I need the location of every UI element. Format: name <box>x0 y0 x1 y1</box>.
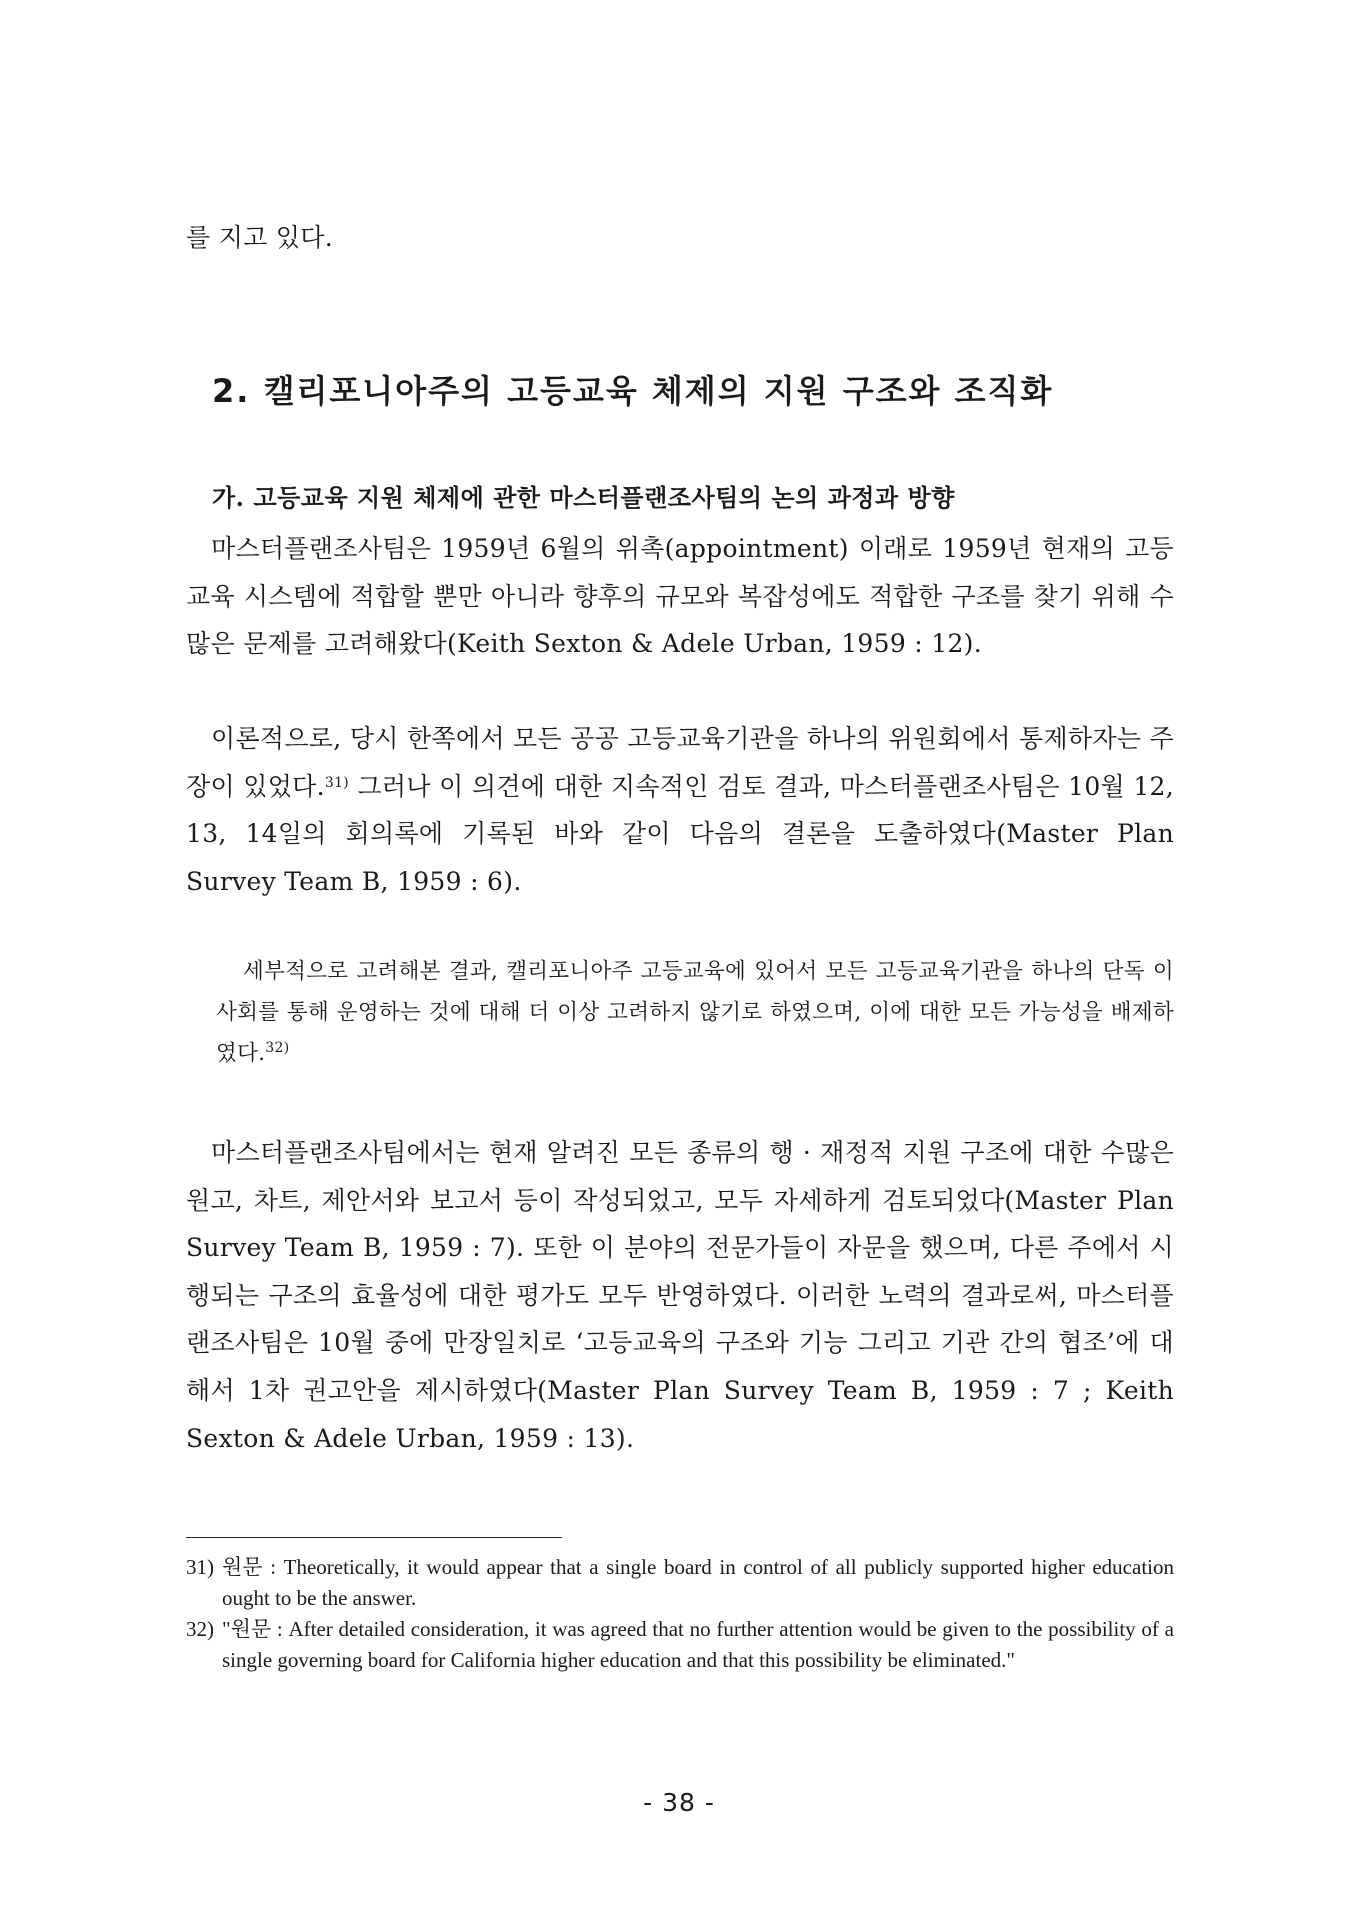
footnote-number: 32) <box>186 1617 214 1641</box>
footnote-number: 31) <box>186 1555 214 1579</box>
subsection-title: 가. 고등교육 지원 체제에 관한 마스터플랜조사팀의 논의 과정과 방향 <box>212 483 955 512</box>
block-quote-text: 세부적으로 고려해본 결과, 캘리포니아주 고등교육에 있어서 모든 고등교육기관을 하나의 단독 이사회를 통해 운영하는 것에 대해 더 이상 고려하지 않기로 하였으며, 이에 대한 모든 가능성을 배제하였다. <box>216 959 1174 1066</box>
footnotes <box>186 1552 1174 1676</box>
paragraph-3: 마스터플랜조사팀에서는 현재 알려진 모든 종류의 행 · 재정적 지원 구조에 대한 수많은 원고, 차트, 제안서와 보고서 등이 작성되었고, 모두 자세하게 검토되었다(Master Plan Survey Team B, 1959 : 7). 또한 이 분야의 전문가들이 자문을 했으며, 다른 주에서 시행되는 구조의 효율성에 대한 평가도 모두 반영하였다. 이러한 노력의 결과로써, 마스터플랜조사팀은 10월 중에 만장일치로 ‘고등교육의 구조와 기능 그리고 기관 간의 협조’에 대해서 1차 권고안을 제시하였다(Master Plan Survey Team B, 1959 : 7 ; Keith Sexton & Adele Urban, 1959 : 13). <box>186 1138 1174 1453</box>
paragraph-1: 마스터플랜조사팀은 1959년 6월의 위촉(appointment) 이래로 1959년 현재의 고등교육 시스템에 적합할 뿐만 아니라 향후의 규모와 복잡성에도 적합한 구조를 찾기 위해 수많은 문제를 고려해왔다(Keith Sexton & Adele Urban, 1959 : 12). <box>186 534 1174 659</box>
footnote-ref-32: 32) <box>265 1040 290 1056</box>
paragraph-2-part-2: 그러나 이 의견에 대한 지속적인 검토 결과, 마스터플랜조사팀은 10월 12, 13, 14일의 회의록에 기록된 바와 같이 다음의 결론을 도출하였다(Master Plan Survey Team B, 1959 : 6). <box>186 771 1175 896</box>
footnote-ref-31: 31) <box>324 774 350 791</box>
footnote-text: "원문 : After detailed consideration, it was agreed that no further attention would be given to the possibility of a single governing board for California higher education and that this possibility be eliminated." <box>222 1617 1174 1672</box>
page-number: - 38 - <box>643 1788 715 1817</box>
footnote-31 <box>186 1552 1174 1614</box>
paragraph-2 <box>186 715 1174 905</box>
section-title: 2. 캘리포니아주의 고등교육 체제의 지원 구조와 조직화 <box>212 372 1054 410</box>
footnote-text: 원문 : Theoretically, it would appear that a single board in control of all publicly supported higher education ought to be the answer. <box>222 1555 1174 1610</box>
footnote-divider <box>186 1537 562 1538</box>
block-quote <box>216 951 1174 1074</box>
paragraph-2-part-1: 이론적으로, 당시 한쪽에서 모든 공공 고등교육기관을 하나의 위원회에서 통제하자는 주장이 있었다. <box>186 724 1174 801</box>
continuation-text: 를 지고 있다. <box>186 223 333 252</box>
footnote-32 <box>186 1614 1174 1676</box>
